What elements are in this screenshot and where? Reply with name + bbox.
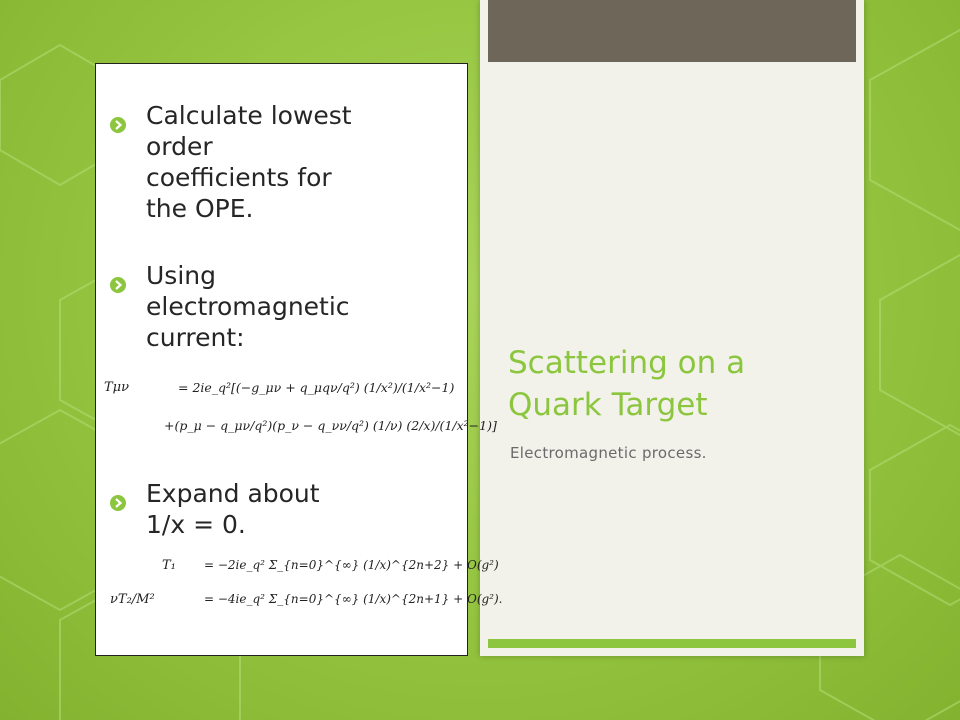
bullet-3 (110, 478, 455, 540)
bullet-1-line-4: the OPE. (146, 194, 254, 223)
bullet-1-line-3: coefficients for (146, 163, 332, 192)
bullet-2-line-3: current: (146, 323, 245, 352)
header-bar (488, 0, 856, 62)
slide-panel (480, 0, 864, 656)
bullet-3-line-2: 1/x = 0. (146, 510, 246, 539)
title-line-2: Quark Target (508, 387, 708, 423)
equation-1-lhs: Tμν (104, 380, 130, 395)
bullet-1 (110, 100, 455, 224)
bullet-2-line-1: Using (146, 261, 216, 290)
bullet-1-line-2: order (146, 132, 213, 161)
bullet-1-text (146, 100, 455, 224)
equation-2-line-1-lhs: T₁ (162, 558, 176, 573)
footer-bar (488, 639, 856, 648)
bullet-1-line-1: Calculate lowest (146, 101, 352, 130)
content-box (95, 63, 503, 656)
equation-2-line-2-lhs: νT₂/M² (110, 592, 155, 607)
circle-arrow-icon (110, 100, 146, 140)
slide-subtitle: Electromagnetic process. (510, 444, 707, 462)
equation-1-line-1: = 2ie_q²[(−g_μν + q_μqν/q²) (1/x²)/(1/x²−1) (178, 380, 455, 395)
equation-2-line-1-rhs: = −2ie_q² Σ_{n=0}^{∞} (1/x)^{2n+2} + O(g²) (204, 558, 499, 572)
equation-2-line-2-rhs: = −4ie_q² Σ_{n=0}^{∞} (1/x)^{2n+1} + O(g²). (204, 592, 503, 606)
bullet-2 (110, 260, 455, 353)
bullet-3-line-1: Expand about (146, 479, 320, 508)
circle-arrow-icon (110, 478, 146, 518)
bullet-2-text (146, 260, 455, 353)
circle-arrow-icon (110, 260, 146, 300)
slide-title (508, 342, 848, 426)
bullet-3-text (146, 478, 455, 540)
equation-1-line-2: +(p_μ − q_μν/q²)(p_ν − q_νν/q²) (1/ν) (2/x)/(1/x²−1)] (164, 418, 497, 433)
title-line-1: Scattering on a (508, 345, 746, 381)
bullet-2-line-2: electromagnetic (146, 292, 350, 321)
